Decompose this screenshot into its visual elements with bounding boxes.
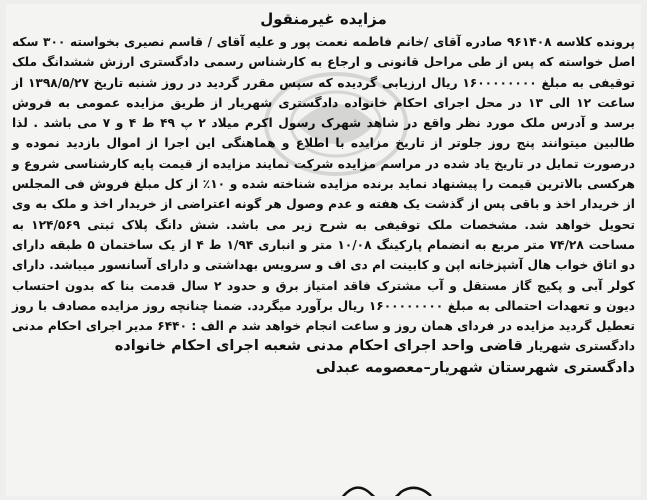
notice-page xyxy=(6,4,641,496)
notice-paragraph xyxy=(12,32,635,357)
notice-paragraph-text: پرونده کلاسه ۹۶۱۴۰۸ صادره آقای /خانم فاطمه نعمت پور و علیه آقای / قاسم نصیری بخواسته ۳۰۰ سکه اصل خواسته که پس از طی مراحل قانونی و ارجاع به کارشناس رسمی دادگستری ارزش ششدانگ ملک توقیفی به مبلغ ۱۶۰۰۰۰۰۰۰۰ ریال ارزیابی گردیده که سپس مقرر گردید در روز شنبه تاریخ ۱۳۹۸/۵/۲۷ از ساعت ۱۲ الی ۱۳ در محل اجرای احکام خانواده دادگستری شهریار از طریق مزایده عمومی به فروش برسد و آدرس ملک مورد نظر واقع در شاهد شهرک رسول اکرم میلاد ۲ پ ۴۹ ط ۴ و ۷ می باشد . لذا طالبین میتوانند پنج روز جلوتر از تاریخ مزایده با اطلاع و هماهنگی این اجرا از اموال بازدید نموده و درصورت تمایل در تاریخ یاد شده در مراسم مزایده شرکت نمایند مزایده از قیمت پایه کارشناسی شروع و هرکسی بالاترین قیمت را پیشنهاد نماید برنده مزایده شناخته شده و ۱۰٪ از کل مبلغ فروش فی المجلس از خریدار اخذ و باقی پس از گذشت یک هفته و عدم وصول هر گونه اعتراضی از خریدار اخذ و ملک به وی تحویل خواهد شد. مشخصات ملک توقیفی به شرح زیر می باشد. شش دانگ پلاک ثبتی ۱۲۴/۵۶۹ به مساحت ۷۴/۲۸ متر مربع به انضمام پارکینگ ۱۰/۰۸ متر و انباری ۱/۹۴ ط ۴ از یک ساختمان ۵ طبقه دارای دو اتاق خواب هال آشپزخانه اپن و کابینت ام دی اف و سرویس بهداشتی و دارای آسانسور میباشد. دارای کولر آبی و پکیج گاز مستقل و آب مشترک فاقد امتیاز برق و حدود ۲ سال قدمت بنا که بدون احتساب دیون و تعهدات احتمالی به مبلغ ۱۶۰۰۰۰۰۰۰۰ ریال برآورد میگردد. ضمنا چنانچه روز مزایده مصادف با روز تعطیل گردید مزایده در فردای همان روز و ساعت انجام خواهد شد م الف : ۶۴۴۰ مدیر اجرای احکام مدنی دادگستری شهریار xyxy=(12,35,636,354)
signature-line: دادگستری شهرستان شهریار–معصومه عبدلی xyxy=(315,359,635,376)
signature-inline: قاضی واحد اجرای احکام مدنی شعبه اجرای احکام خانواده xyxy=(114,338,523,355)
handwritten-mark-icon xyxy=(336,474,456,496)
notice-title: مزایده غیرمنقول xyxy=(260,10,387,28)
notice-body xyxy=(6,32,641,357)
